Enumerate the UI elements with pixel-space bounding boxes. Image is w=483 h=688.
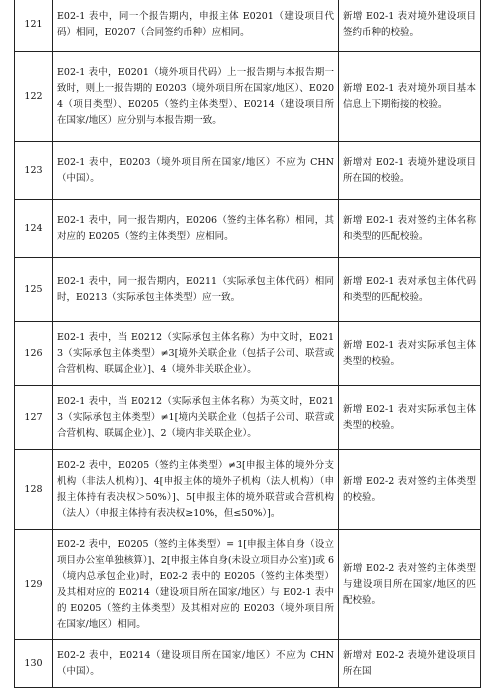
rule-remark: 新增 E02-2 表对签约主体类型的校验。 [339,450,481,530]
rule-description: E02-2 表中，E0205（签约主体类型）≠3[申报主体的境外分支机构（非法人机构）]、4[申报主体的境外子机构（法人机构）（申报主体持有表决权＞50%）]、5[申报主体的境外联营或合营机构（法人）（申报主体持有表决权≥10%，但≤50%）]。 [53,450,339,530]
rule-description: E02-1 表中，E0201（境外项目代码）上一报告期与本报告期一致时，则上一报告期的 E0203（境外项目所在国家/地区）、E0204（项目类型）、E0205（签约主体类型）、E0214（建设项目所在国家/地区）应分别与本报告期一致。 [53,52,339,142]
rule-description: E02-1 表中，同一报告期内，E0206（签约主体名称）相同，其对应的 E0205（签约主体类型）应相同。 [53,200,339,258]
table-row [15,200,481,258]
rule-number: 129 [15,530,53,640]
rule-number: 125 [15,258,53,322]
rule-number: 127 [15,386,53,450]
rule-number: 126 [15,322,53,386]
rule-description: E02-1 表中，当 E0212（实际承包主体名称）为英文时，E0213（实际承包主体类型）≠1[境内关联企业（包括子公司、联营或合营机构、联属企业）]、2（境内非关联企业）。 [53,386,339,450]
rule-remark: 新增 E02-1 表对签约主体名称和类型的匹配校验。 [339,200,481,258]
rule-description: E02-2 表中，E0214（建设项目所在国家/地区）不应为 CHN（中国）。 [53,640,339,688]
rule-number: 128 [15,450,53,530]
rule-description: E02-2 表中，E0205（签约主体类型）= 1[申报主体自身（设立项目办公室单独核算）]、2[申报主体自身(未设立项目办公室)]或 6（境内总承包企业)时，E02-2 表中的 E0205（签约主体类型）及其相对应的 E0214（建设项目所在国家/地区）与 E02-1 表中的 E0205（签约主体类型）及其相对应的 E0203（境外项目所在国家/地区）相同。 [53,530,339,640]
rule-remark: 新增 E02-1 表对实际承包主体类型的校验。 [339,322,481,386]
table-row [15,142,481,200]
table-row [15,450,481,530]
table-row [15,530,481,640]
validation-rules-table [14,0,481,688]
rule-number: 130 [15,640,53,688]
rule-remark: 新增 E02-1 表对境外项目基本信息上下期衔接的校验。 [339,52,481,142]
rule-remark: 新增对 E02-2 表境外建设项目所在国 [339,640,481,688]
table-row [15,258,481,322]
rule-remark: 新增 E02-1 表对承包主体代码和类型的匹配校验。 [339,258,481,322]
rule-description: E02-1 表中，同一报告期内，E0211（实际承包主体代码）相同时，E0213（实际承包主体类型）应一致。 [53,258,339,322]
rule-description: E02-1 表中，当 E0212（实际承包主体名称）为中文时，E0213（实际承包主体类型）≠3[境外关联企业（包括子公司、联营或合营机构、联属企业）]、4（境外非关联企业）。 [53,322,339,386]
table-row [15,52,481,142]
rule-number: 122 [15,52,53,142]
rule-number: 123 [15,142,53,200]
table-row [15,640,481,688]
table-row [15,0,481,52]
table-row [15,322,481,386]
rule-description: E02-1 表中，同一个报告期内，申报主体 E0201（建设项目代码）相同，E0207（合同签约币种）应相同。 [53,0,339,52]
rule-remark: 新增 E02-1 表对实际承包主体类型的校验。 [339,386,481,450]
table-row [15,386,481,450]
rule-remark: 新增 E02-2 表对签约主体类型与建设项目所在国家/地区的匹配校验。 [339,530,481,640]
rule-remark: 新增 E02-1 表对境外建设项目签约币种的校验。 [339,0,481,52]
rule-number: 121 [15,0,53,52]
rule-number: 124 [15,200,53,258]
rule-remark: 新增对 E02-1 表境外建设项目所在国的校验。 [339,142,481,200]
rule-description: E02-1 表中，E0203（境外项目所在国家/地区）不应为 CHN（中国）。 [53,142,339,200]
